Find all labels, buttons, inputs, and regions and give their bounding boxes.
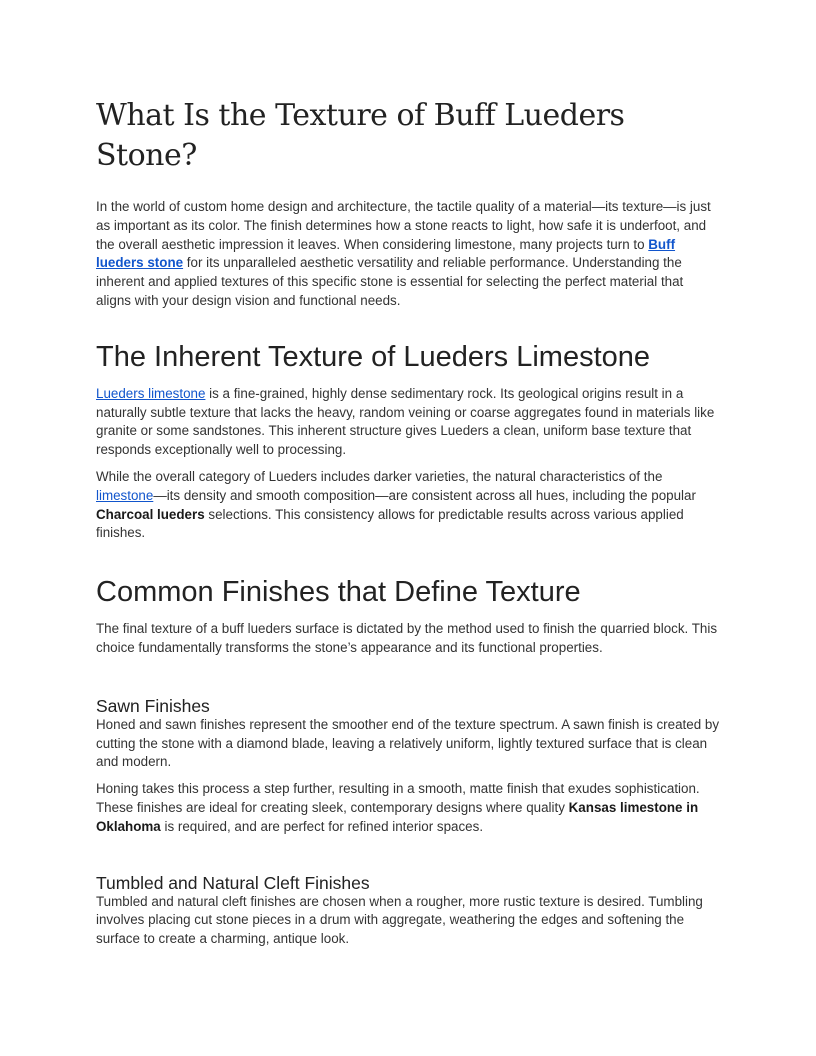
section-heading-sawn-finishes: Sawn Finishes xyxy=(96,695,210,716)
sawn-paragraph-1: Honed and sawn finishes represent the smoother end of the texture spectrum. A sawn finish is created by cutting the stone with a diamond blade, leaving a relatively uniform, lightly textured surface that is clean and modern. xyxy=(96,716,720,770)
inherent-p1-text: is a fine-grained, highly dense sedimentary rock. Its geological origins result in a naturally subtle texture that lacks the heavy, random veining or coarse aggregates found in materials like granite or some sandstones. This inherent structure gives Lueders a clean, uniform base texture that responds exceptionally well to processing. xyxy=(96,385,715,458)
document-page xyxy=(96,96,720,957)
section-heading-common-finishes: Common Finishes that Define Texture xyxy=(96,576,581,609)
charcoal-lueders-bold: Charcoal lueders xyxy=(96,506,205,522)
section-common-finishes xyxy=(96,574,720,658)
inherent-paragraph-2 xyxy=(96,468,720,543)
section-inherent-texture xyxy=(96,339,720,543)
inherent-p2-text-a: While the overall category of Lueders includes darker varieties, the natural characteristics of the xyxy=(96,468,663,484)
intro-text-a: In the world of custom home design and architecture, the tactile quality of a material—its texture—is just as important as its color. The finish determines how a stone reacts to light, how safe it is underfoot, and the overall aesthetic impression it leaves. When considering limestone, many projects turn to xyxy=(96,199,711,252)
buff-lueders-stone-link[interactable]: Buff lueders stone xyxy=(96,236,676,271)
intro-paragraph xyxy=(96,198,720,311)
finishes-paragraph: The final texture of a buff lueders surface is dictated by the method used to finish the quarried block. This choice fundamentally transforms the stone’s appearance and its functional properties. xyxy=(96,621,718,655)
section-heading-tumbled-finishes: Tumbled and Natural Cleft Finishes xyxy=(96,872,370,893)
section-sawn-finishes xyxy=(96,696,720,837)
sawn-paragraph-2 xyxy=(96,780,720,836)
limestone-link[interactable]: limestone xyxy=(96,487,154,503)
section-tumbled-finishes xyxy=(96,873,720,949)
inherent-paragraph-1 xyxy=(96,385,720,460)
sawn-p2-text-b: is required, and are perfect for refined interior spaces. xyxy=(160,818,484,834)
inherent-p2-text-c: selections. This consistency allows for predictable results across various applied finishes. xyxy=(96,506,684,541)
intro-text-b: for its unparalleled aesthetic versatility and reliable performance. Understanding the inherent and applied textures of this specific stone is essential for selecting the perfect material that aligns with your design vision and functional needs. xyxy=(96,255,684,308)
kansas-limestone-bold: Kansas limestone in Oklahoma xyxy=(96,799,699,834)
sawn-p2-text-a: Honing takes this process a step further, resulting in a smooth, matte finish that exudes sophistication. These finishes are ideal for creating sleek, contemporary designs where quality xyxy=(96,781,700,815)
section-heading-inherent-texture: The Inherent Texture of Lueders Limestone xyxy=(96,340,651,373)
lueders-limestone-link[interactable]: Lueders limestone xyxy=(96,385,206,401)
inherent-p2-text-b: —its density and smooth composition—are consistent across all hues, including the popular xyxy=(153,487,696,503)
tumbled-paragraph: Tumbled and natural cleft finishes are chosen when a rougher, more rustic texture is desired. Tumbling involves placing cut stone pieces in a drum with aggregate, weathering the edges and softening the surface to create a charming, antique look. xyxy=(96,893,703,947)
page-title: What Is the Texture of Buff Lueders Stone? xyxy=(96,98,625,173)
